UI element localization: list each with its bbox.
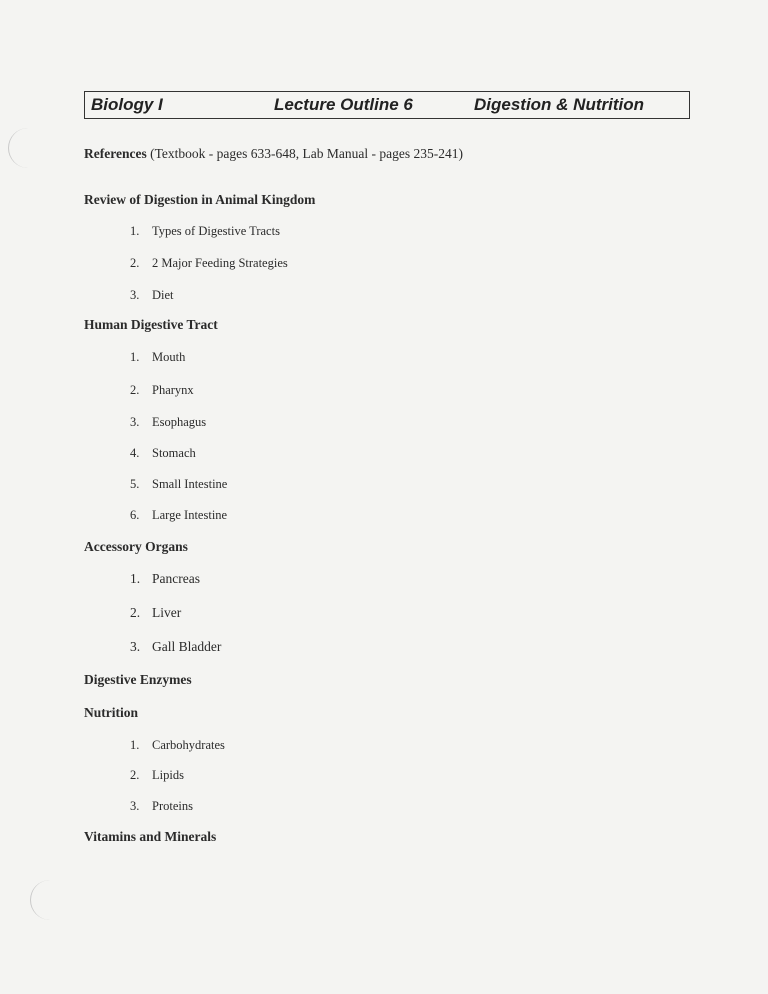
references-text: (Textbook - pages 633-648, Lab Manual - pages 235-241) [150,146,463,161]
list-item: 6. Large Intestine [130,508,228,522]
list-item: 1. Mouth [130,350,186,364]
list-item: 1. Carbohydrates [130,738,225,752]
course-title: Biology I [91,95,163,114]
scan-artifact [30,880,61,920]
references-line [84,146,463,162]
section-title: Accessory Organs [84,539,188,554]
header-box [84,91,690,119]
section-title: Vitamins and Minerals [84,829,217,844]
section-title: Human Digestive Tract [84,317,218,332]
list-item: 3. Diet [130,288,174,302]
section-title: Nutrition [84,705,138,720]
list-item: 1. Pancreas [130,571,200,586]
list-item: 3. Esophagus [130,415,207,429]
list-item: 5. Small Intestine [130,477,228,491]
section-title: Digestive Enzymes [84,672,192,687]
topic-title: Digestion & Nutrition [474,95,644,114]
list-item: 2. Liver [130,605,182,620]
list-item: 2. Pharynx [130,383,194,397]
scan-artifact [8,128,39,168]
list-item: 3. Proteins [130,799,193,813]
lecture-title: Lecture Outline 6 [274,95,413,114]
section-title: Review of Digestion in Animal Kingdom [84,192,316,207]
list-item: 1. Types of Digestive Tracts [130,224,280,238]
list-item: 2. Lipids [130,768,184,782]
list-item: 2. 2 Major Feeding Strategies [130,256,288,270]
references-label: References [84,146,147,161]
list-item: 4. Stomach [130,446,196,460]
list-item: 3. Gall Bladder [130,639,222,654]
